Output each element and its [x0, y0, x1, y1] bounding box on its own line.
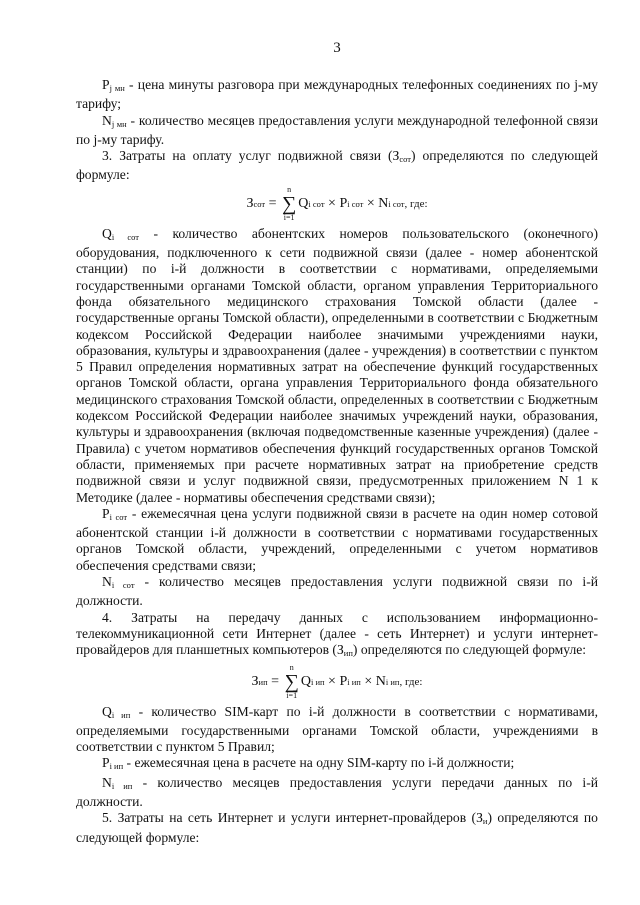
- definition-n-i-sot: $N_{i сот}$ - количество месяцев предоставления услуги подвижной связи по i-й должности.: [76, 574, 598, 609]
- section-4-heading: 4. Затраты на передачу данных с использованием информационно-телекоммуникационной сети Интернет (далее - сеть Интернет) и услуги интернет-провайдеров для планшетных компьютеров $(З_{ип})$ определяются по следующей формуле:: [76, 609, 598, 659]
- sum-symbol: n ∑ i=1: [284, 662, 299, 700]
- definition-p-i-ip: $P_{i ип}$ - ежемесячная цена в расчете на одну SIM-карту по i-й должности;: [102, 755, 515, 772]
- section-3-heading: 3. Затраты на оплату услуг подвижной связи $(З_{сот})$ определяются по следующей формуле:: [76, 148, 598, 183]
- definition-n-j-mn: $N_{j мн}$ - количество месяцев предоставления услуги международной телефонной связи по j-му тарифу.: [76, 112, 598, 147]
- definition-p-j-mn: $P_{j мн}$ - цена минуты разговора при международных телефонных соединениях по j-му тарифу;: [76, 77, 598, 112]
- definition-n-i-ip: $N_{i ип}$ - количество месяцев предоставления услуги передачи данных по i-й должности.: [76, 774, 598, 809]
- sum-symbol: n ∑ i=1: [282, 184, 297, 222]
- definition-p-i-sot: $P_{i сот}$ - ежемесячная цена услуги подвижной связи в расчете на один номер сотовой абонентской станции i-й должности в соответствии с нормативами государственных органов Томской области, учреждений, определенными с учетом нормативов обеспечения средствами связи;: [76, 505, 598, 573]
- document-page: [76, 40, 598, 846]
- definition-q-i-ip: $Q_{i ип}$ - количество SIM-карт по i-й должности в соответствии с нормативами, определяемыми государственными органами Томской области, учреждениями в соответствии с пунктом 5 Правил;: [76, 703, 599, 755]
- page-number: 3: [333, 40, 341, 56]
- section-5-heading: 5. Затраты на сеть Интернет и услуги интернет-провайдеров $(З_и)$ определяются по следующей формуле:: [76, 810, 598, 845]
- definition-q-i-sot: $Q_{i сот}$ - количество абонентских номеров пользовательского (оконечного) оборудования, подключенного к сети подвижной связи (далее - номер абонентской станции) по i-й должности в соответствии с нормативами, определяемыми государственными органами Томской области, органом управления Территориального фонда обязательного медицинского страхования Томской области (далее - государственные органы Томской области), определенными в соответствии с Бюджетным кодексом Российской Федерации наиболее значимыми учреждениями науки, образования, культуры и здравоохранения (далее - учреждения) в соответствии с пунктом 5 Правил определения нормативных затрат на обеспечение функций государственных органов Томской области, органа управления Территориального фонда обязательного медицинского страхования Томской области, определенных в соответствии с Бюджетным кодексом Российской Федерации наиболее значимых учреждений науки, образования, культуры и здравоохранения (включая подведомственные казенные учреждения) (далее - Правила) с учетом нормативов обеспечения функций государственных органов Томской области, применяемых при расчете нормативных затрат на приобретение средств подвижной связи и услуг подвижной связи, предусмотренных приложением N 1 к Методике (далее - нормативы обеспечения средствами связи);: [76, 225, 598, 505]
- formula-internet-tablet-costs: З ип = n ∑ i=1 Q i ип × P i ип × N i ип , где:: [251, 662, 423, 700]
- formula-mobile-costs: З сот = n ∑ i=1 Q i сот × P i сот × N i сот , где:: [246, 184, 428, 222]
